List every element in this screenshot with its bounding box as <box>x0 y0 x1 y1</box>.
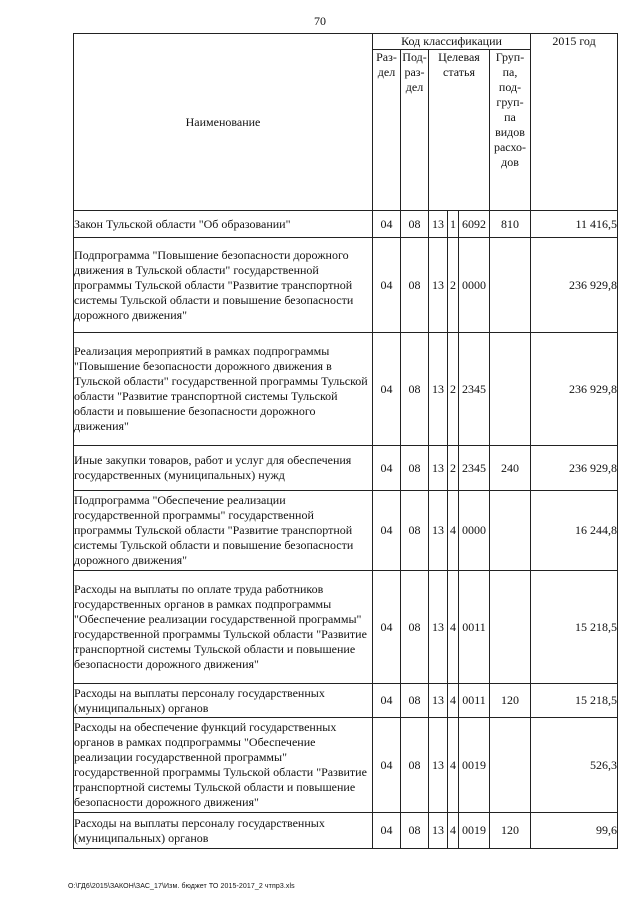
table-row <box>74 813 618 849</box>
file-path-footer: O:\ГД6\2015\ЗАКОН\ЗАС_17\Изм. бюджет ТО 2015-2017_2 чтпр3.xls <box>68 883 295 890</box>
header-group: Груп- па, под- груп- па видов расхо- дов <box>490 50 531 211</box>
row-name: Подпрограмма "Обеспечение реализации государственной программы" государственной программы Тульской области "Развитие транспортной системы Тульской области и повышение безопасности дорожного движения" <box>74 491 373 571</box>
row-target-program: 13 <box>429 684 448 718</box>
row-target-direction: 0019 <box>459 813 490 849</box>
header-section: Раз- дел <box>373 50 401 211</box>
row-expense-group: 120 <box>490 684 531 718</box>
row-target-program: 13 <box>429 238 448 333</box>
header-subsection: Под- раз- дел <box>401 50 429 211</box>
row-target-subprogram: 2 <box>448 446 459 491</box>
row-name: Расходы на выплаты по оплате труда работников государственных органов в рамках подпрограммы "Обеспечение реализации государственной программы" государственной программы Тульской области "Развитие транспортной системы Тульской области и повышение безопасности дорожного движения" <box>74 571 373 684</box>
row-target-subprogram: 4 <box>448 491 459 571</box>
row-amount: 15 218,5 <box>531 571 618 684</box>
table-row <box>74 333 618 446</box>
header-target: Целевая статья <box>429 50 490 211</box>
row-name: Расходы на выплаты персоналу государственных (муниципальных) органов <box>74 813 373 849</box>
row-subsection: 08 <box>401 238 429 333</box>
row-section: 04 <box>373 333 401 446</box>
row-target-program: 13 <box>429 813 448 849</box>
row-section: 04 <box>373 571 401 684</box>
table-row <box>74 238 618 333</box>
row-subsection: 08 <box>401 718 429 813</box>
row-name: Подпрограмма "Повышение безопасности дорожного движения в Тульской области" государственной программы Тульской области "Развитие транспортной системы Тульской области и повышение безопасности дорожного движения" <box>74 238 373 333</box>
row-name: Расходы на выплаты персоналу государственных (муниципальных) органов <box>74 684 373 718</box>
row-subsection: 08 <box>401 333 429 446</box>
row-expense-group: 120 <box>490 813 531 849</box>
table-row <box>74 571 618 684</box>
page-number: 70 <box>314 14 326 28</box>
row-section: 04 <box>373 684 401 718</box>
row-expense-group: 240 <box>490 446 531 491</box>
row-subsection: 08 <box>401 491 429 571</box>
row-expense-group: 810 <box>490 211 531 238</box>
row-subsection: 08 <box>401 684 429 718</box>
table-row <box>74 446 618 491</box>
row-section: 04 <box>373 211 401 238</box>
row-target-program: 13 <box>429 211 448 238</box>
row-target-program: 13 <box>429 333 448 446</box>
budget-table <box>73 33 618 849</box>
row-target-subprogram: 4 <box>448 718 459 813</box>
row-name: Закон Тульской области "Об образовании" <box>74 211 373 238</box>
row-target-subprogram: 4 <box>448 813 459 849</box>
row-section: 04 <box>373 446 401 491</box>
row-subsection: 08 <box>401 446 429 491</box>
row-target-direction: 0011 <box>459 571 490 684</box>
row-amount: 11 416,5 <box>531 211 618 238</box>
row-target-program: 13 <box>429 571 448 684</box>
row-expense-group <box>490 718 531 813</box>
row-target-direction: 0000 <box>459 238 490 333</box>
row-target-direction: 0019 <box>459 718 490 813</box>
row-target-subprogram: 1 <box>448 211 459 238</box>
row-amount: 236 929,8 <box>531 446 618 491</box>
row-expense-group <box>490 571 531 684</box>
table-row <box>74 684 618 718</box>
row-section: 04 <box>373 718 401 813</box>
row-target-program: 13 <box>429 491 448 571</box>
row-section: 04 <box>373 238 401 333</box>
row-amount: 236 929,8 <box>531 333 618 446</box>
row-amount: 16 244,8 <box>531 491 618 571</box>
row-subsection: 08 <box>401 571 429 684</box>
row-expense-group <box>490 333 531 446</box>
header-name: Наименование <box>74 34 373 211</box>
row-target-direction: 2345 <box>459 333 490 446</box>
row-name: Расходы на обеспечение функций государственных органов в рамках подпрограммы "Обеспечение реализации государственной программы" государственной программы Тульской области "Развитие транспортной системы Тульской области и повышение безопасности дорожного движения" <box>74 718 373 813</box>
row-subsection: 08 <box>401 211 429 238</box>
row-name: Иные закупки товаров, работ и услуг для обеспечения государственных (муниципальных) нужд <box>74 446 373 491</box>
row-name: Реализация мероприятий в рамках подпрограммы "Повышение безопасности дорожного движения в Тульской области" государственной программы Тульской области "Развитие транспортной системы Тульской области и повышение безопасности дорожного движения" <box>74 333 373 446</box>
row-subsection: 08 <box>401 813 429 849</box>
row-target-subprogram: 4 <box>448 571 459 684</box>
row-target-direction: 6092 <box>459 211 490 238</box>
header-code-group: Код классификации <box>373 34 531 50</box>
row-target-direction: 2345 <box>459 446 490 491</box>
row-amount: 236 929,8 <box>531 238 618 333</box>
row-amount: 15 218,5 <box>531 684 618 718</box>
table-row <box>74 718 618 813</box>
row-expense-group <box>490 491 531 571</box>
table-row <box>74 491 618 571</box>
row-target-program: 13 <box>429 446 448 491</box>
table-row <box>74 211 618 238</box>
row-amount: 99,6 <box>531 813 618 849</box>
header-year: 2015 год <box>531 34 618 211</box>
row-expense-group <box>490 238 531 333</box>
row-section: 04 <box>373 813 401 849</box>
row-section: 04 <box>373 491 401 571</box>
row-target-program: 13 <box>429 718 448 813</box>
row-target-subprogram: 2 <box>448 238 459 333</box>
row-target-subprogram: 4 <box>448 684 459 718</box>
row-target-direction: 0011 <box>459 684 490 718</box>
row-amount: 526,3 <box>531 718 618 813</box>
row-target-direction: 0000 <box>459 491 490 571</box>
row-target-subprogram: 2 <box>448 333 459 446</box>
